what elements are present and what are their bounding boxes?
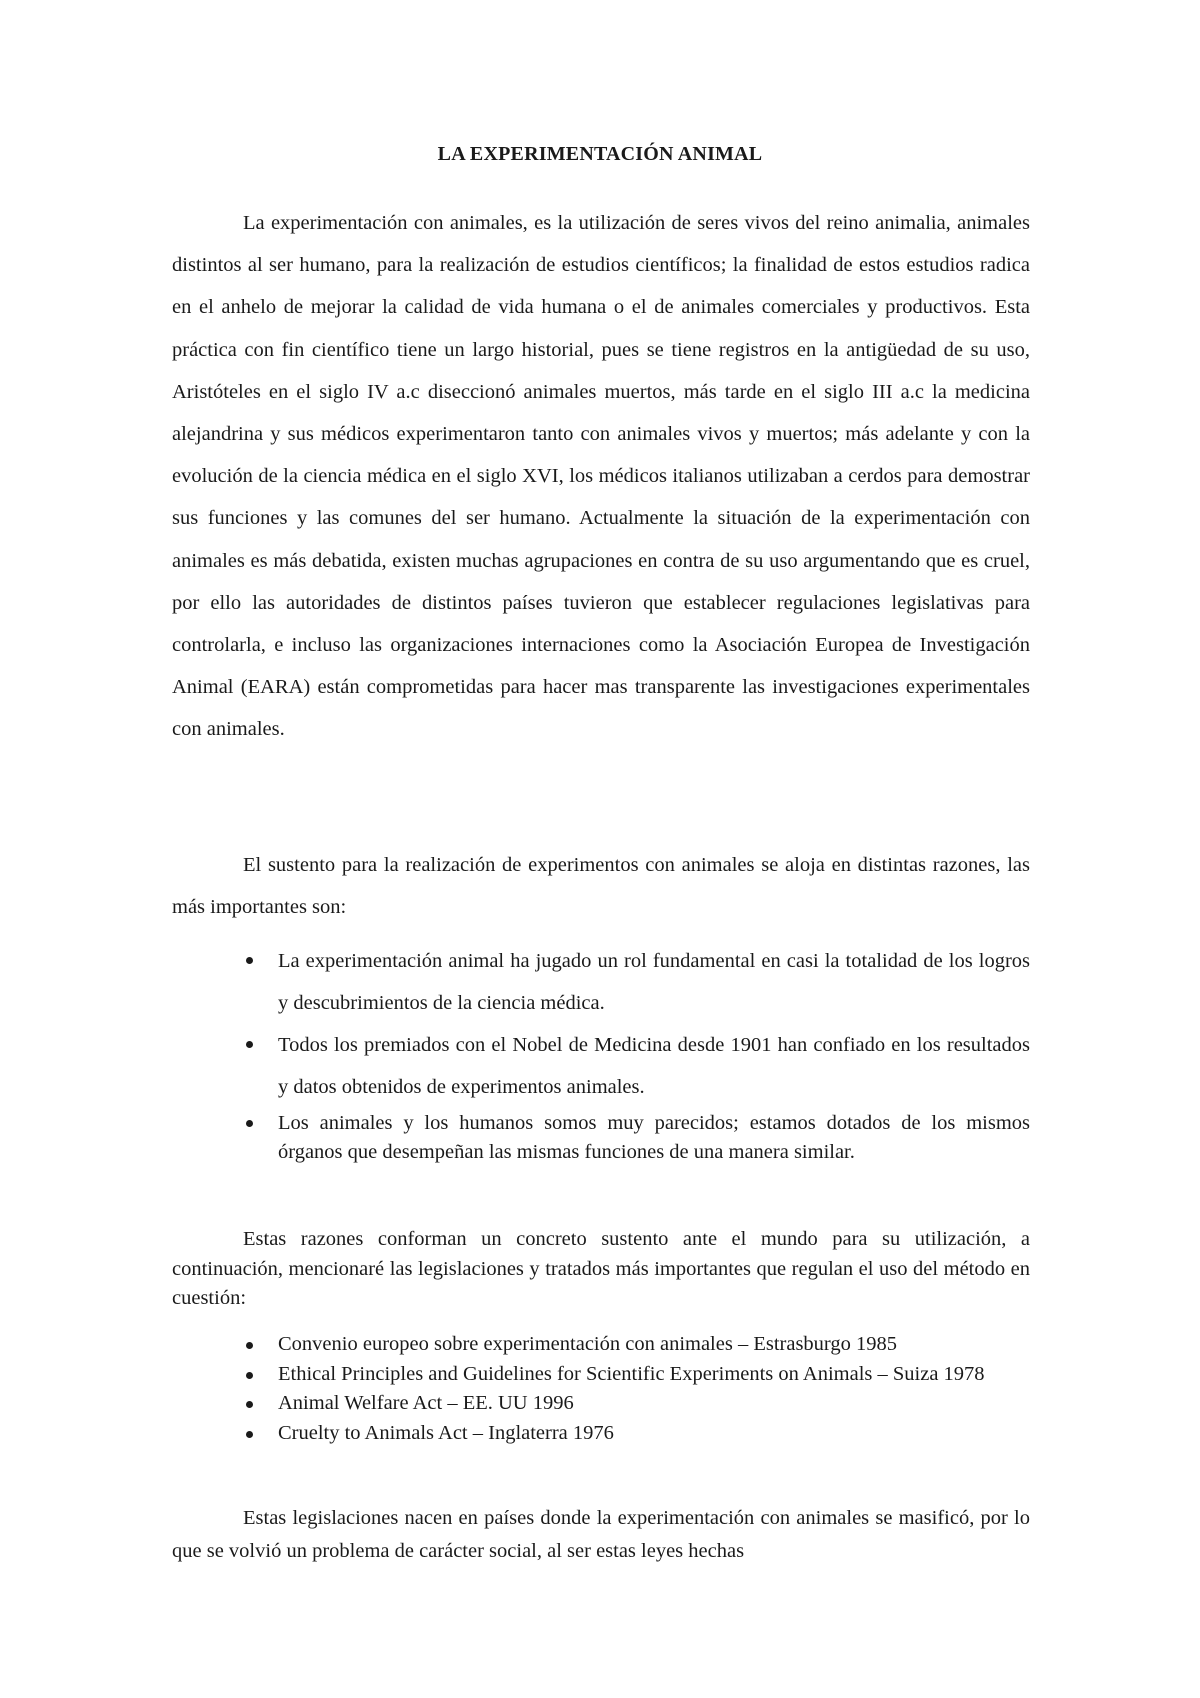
legislation-list [172,1330,1030,1448]
paragraph-closing: Estas legislaciones nacen en países donde la experimentación con animales se masificó, por lo que se volvió un problema de carácter social, al ser estas leyes hechas [172,1507,1030,1562]
document-title: LA EXPERIMENTACIÓN ANIMAL [437,143,763,165]
list-item: Los animales y los humanos somos muy parecidos; estamos dotados de los mismos órganos que desempeñan las mismas funciones de una manera similar. [172,1109,1030,1167]
list-item: Animal Welfare Act – EE. UU 1996 [172,1389,1030,1419]
paragraph-legislation-intro: Estas razones conforman un concreto sustento ante el mundo para su utilización, a continuación, mencionaré las legislaciones y tratados más importantes que regulan el uso del método en cuestión: [172,1228,1030,1309]
list-item: Cruelty to Animals Act – Inglaterra 1976 [172,1419,1030,1449]
list-item: La experimentación animal ha jugado un rol fundamental en casi la totalidad de los logros y descubrimientos de la ciencia médica. [172,941,1030,1024]
list-item: Convenio europeo sobre experimentación con animales – Estrasburgo 1985 [172,1330,1030,1360]
list-item: Ethical Principles and Guidelines for Scientific Experiments on Animals – Suiza 1978 [172,1360,1030,1390]
reasons-list [172,941,1030,1168]
paragraph-intro: La experimentación con animales, es la utilización de seres vivos del reino animalia, animales distintos al ser humano, para la realización de estudios científicos; la finalidad de estos estudios radica en el anhelo de mejorar la calidad de vida humana o el de animales comerciales y productivos. Esta práctica con fin científico tiene un largo historial, pues se tiene registros en la antigüedad de su uso, Aristóteles en el siglo IV a.c diseccionó animales muertos, más tarde en el siglo III a.c la medicina alejandrina y sus médicos experimentaron tanto con animales vivos y muertos; más adelante y con la evolución de la ciencia médica en el siglo XVI, los médicos italianos utilizaban a cerdos para demostrar sus funciones y las comunes del ser humano. Actualmente la situación de la experimentación con animales es más debatida, existen muchas agrupaciones en contra de su uso argumentando que es cruel, por ello las autoridades de distintos países tuvieron que establecer regulaciones legislativas para controlarla, e incluso las organizaciones internaciones como la Asociación Europea de Investigación Animal (EARA) están comprometidas para hacer mas transparente las investigaciones experimentales con animales. [172,212,1030,741]
paragraph-reasons-intro: El sustento para la realización de experimentos con animales se aloja en distintas razones, las más importantes son: [172,854,1030,918]
list-item: Todos los premiados con el Nobel de Medicina desde 1901 han confiado en los resultados y datos obtenidos de experimentos animales. [172,1025,1030,1108]
